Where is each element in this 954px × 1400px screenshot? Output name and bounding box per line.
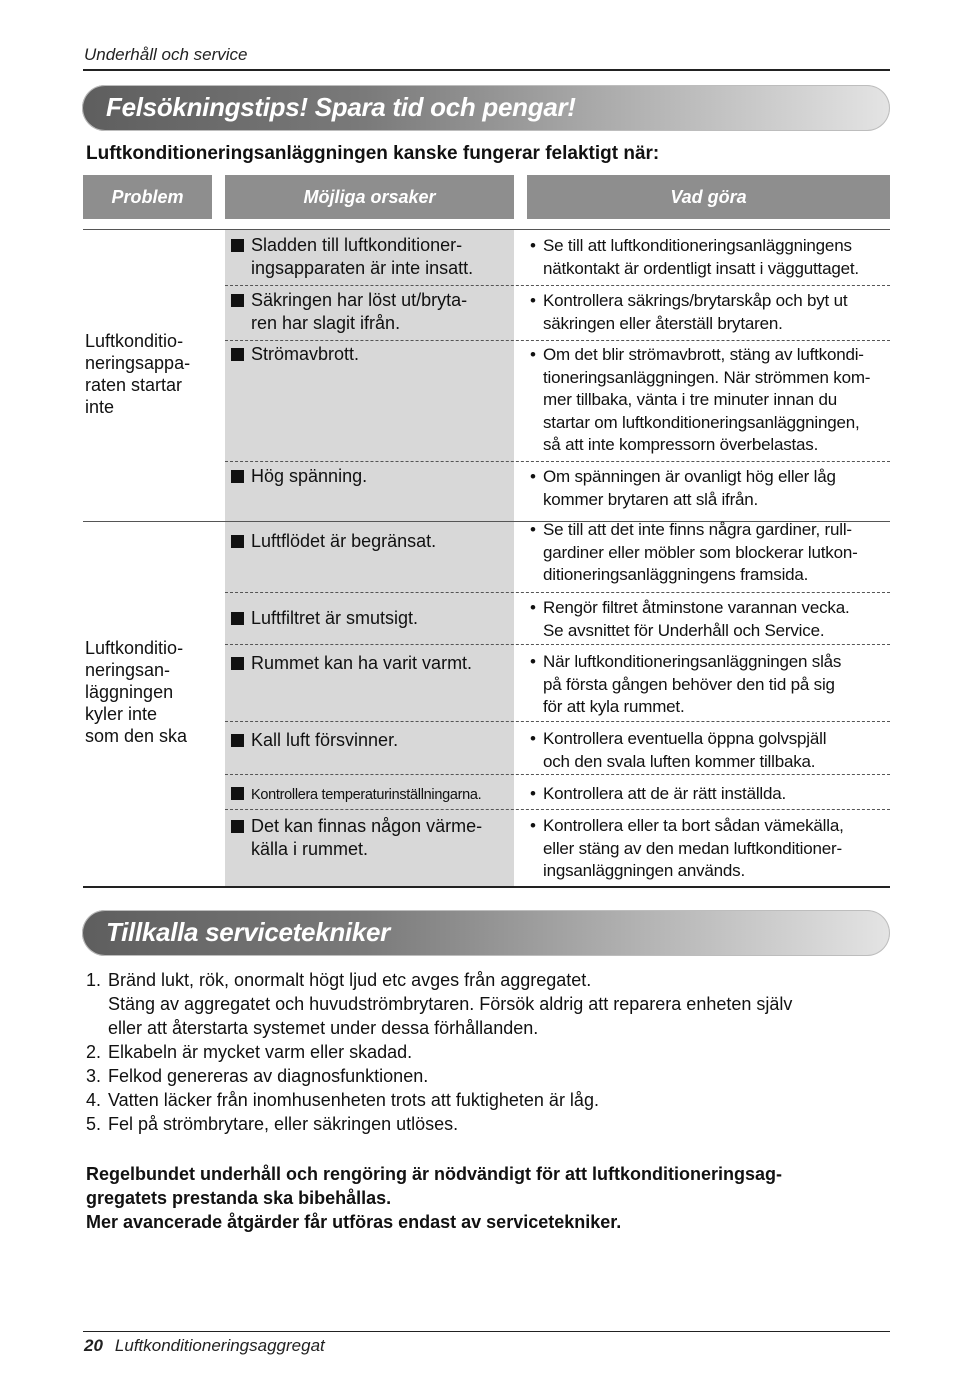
- cause-item: [229, 465, 511, 488]
- cause-line: ren har slagit ifrån.: [251, 313, 401, 333]
- remedy-line: ditioneringsanläggningens framsida.: [543, 565, 809, 584]
- header-rule: [83, 69, 890, 71]
- remedy-line: och den svala luften kommer tillbaka.: [543, 751, 816, 771]
- cause-item: [229, 289, 511, 335]
- remedy-line: kommer brytaren att slå ifrån.: [543, 489, 759, 509]
- square-bullet-icon: [231, 470, 244, 483]
- square-bullet-icon: [231, 787, 244, 800]
- remedy-line: När luftkonditioneringsanläggningen slås: [543, 652, 842, 671]
- maintenance-note: [86, 1162, 886, 1234]
- problem-line: neringsan-: [85, 660, 171, 680]
- bullet-icon: •: [530, 816, 536, 835]
- list-line: eller att återstarta systemet under dessa förhållanden.: [108, 1018, 539, 1038]
- remedy-line: Kontrollera eller ta bort sådan vämekälla,: [543, 816, 844, 835]
- cause-item: [229, 343, 511, 366]
- problem-line: kyler inte: [85, 704, 158, 724]
- list-number: 3.: [86, 1066, 102, 1086]
- list-line: Stäng av aggregatet och huvudströmbrytaren. Försök aldrig att reparera enheten själv: [108, 994, 793, 1014]
- remedy-item: [530, 651, 890, 719]
- note-line: Regelbundet underhåll och rengöring är nödvändigt för att luftkonditioneringsag-: [86, 1164, 782, 1184]
- cause-line: Hög spänning.: [251, 466, 368, 486]
- service-list-item: [86, 1064, 896, 1088]
- remedy-line: Se till att luftkonditioneringsanläggningens: [543, 236, 852, 255]
- page-number: 20: [84, 1336, 103, 1355]
- troubleshooting-banner: [82, 85, 890, 131]
- row-divider: [225, 285, 890, 286]
- remedy-line: så att inte kompressorn överbelastas.: [543, 435, 819, 454]
- service-list-item: [86, 1112, 896, 1136]
- problem-line: neringsappa-: [85, 353, 191, 373]
- cause-line: Säkringen har löst ut/bryta-: [251, 290, 468, 310]
- problem-line: raten startar: [85, 375, 183, 395]
- note-line: gregatets prestanda ska bibehållas.: [86, 1188, 392, 1208]
- remedy-item: [530, 466, 890, 511]
- list-line: Felkod genereras av diagnosfunktionen.: [108, 1066, 429, 1086]
- cause-line: Luftfiltret är smutsigt.: [251, 608, 419, 628]
- remedy-line: ingsanläggningen används.: [543, 861, 746, 880]
- remedy-line: på första gången behöver den tid på sig: [543, 674, 835, 694]
- bullet-icon: •: [530, 345, 536, 364]
- cause-line: Sladden till luftkonditioner-: [251, 235, 463, 255]
- bullet-icon: •: [530, 467, 536, 486]
- remedy-line: gardiner eller möbler som blockerar lutkon-: [543, 542, 858, 562]
- bullet-icon: •: [530, 598, 536, 617]
- table-top-rule: [83, 229, 890, 230]
- problem-line: som den ska: [85, 726, 188, 746]
- bullet-icon: •: [530, 236, 536, 255]
- problem-line: Luftkonditio-: [85, 331, 184, 351]
- remedy-line: för att kyla rummet.: [543, 697, 685, 716]
- footer-rule: [83, 1331, 890, 1332]
- list-line: Fel på strömbrytare, eller säkringen utlöses.: [108, 1114, 459, 1134]
- running-header: Underhåll och service: [84, 45, 248, 64]
- cause-line: Det kan finnas någon värme-: [251, 816, 483, 836]
- cause-line: Kall luft försvinner.: [251, 730, 399, 750]
- list-line: Elkabeln är mycket varm eller skadad.: [108, 1042, 413, 1062]
- troubleshooting-title: Felsökningstips! Spara tid och pengar!: [106, 92, 576, 122]
- service-banner: [82, 910, 890, 956]
- service-list-item: [86, 1040, 896, 1064]
- square-bullet-icon: [231, 239, 244, 252]
- problem-not-cooling: [85, 637, 215, 747]
- list-number: 5.: [86, 1114, 102, 1134]
- remedy-line: startar om luftkonditioneringsanläggningen,: [543, 412, 860, 432]
- bullet-icon: •: [530, 291, 536, 310]
- remedy-line: Kontrollera eventuella öppna golvspjäll: [543, 729, 827, 748]
- remedy-item: [530, 783, 890, 806]
- remedy-line: Se avsnittet för Underhåll och Service.: [543, 620, 825, 640]
- table-intro: Luftkonditioneringsanläggningen kanske fungerar felaktigt när:: [86, 143, 660, 164]
- footer-title: Luftkonditioneringsaggregat: [114, 1336, 325, 1355]
- remedy-line: nätkontakt är ordentligt insatt i vägguttaget.: [543, 258, 859, 278]
- cause-item: [229, 607, 511, 630]
- service-list: [86, 968, 896, 1136]
- note-line: Mer avancerade åtgärder får utföras endast av servicetekniker.: [86, 1212, 622, 1232]
- cause-item: [229, 234, 511, 280]
- square-bullet-icon: [231, 348, 244, 361]
- remedy-item: [530, 519, 890, 587]
- remedy-line: Om spänningen är ovanligt hög eller låg: [543, 467, 836, 486]
- list-number: 1.: [86, 970, 102, 990]
- remedy-item: [530, 597, 890, 642]
- list-number: 2.: [86, 1042, 102, 1062]
- square-bullet-icon: [231, 294, 244, 307]
- problem-line: läggningen: [85, 682, 174, 702]
- remedy-item: [530, 235, 890, 280]
- col-header-causes: Möjliga orsaker: [225, 175, 514, 219]
- remedy-item: [530, 728, 890, 773]
- row-divider: [225, 774, 890, 775]
- bullet-icon: •: [530, 784, 536, 803]
- remedy-line: Kontrollera säkrings/brytarskåp och byt ut: [543, 291, 848, 310]
- problem-line: inte: [85, 397, 115, 417]
- remedy-line: Rengör filtret åtminstone varannan vecka.: [543, 598, 850, 617]
- remedy-line: mer tillbaka, vänta i tre minuter innan du: [543, 390, 837, 409]
- row-divider: [225, 721, 890, 722]
- bullet-icon: •: [530, 652, 536, 671]
- row-divider: [225, 592, 890, 593]
- col-header-remedy: Vad göra: [527, 175, 890, 219]
- remedy-line: Om det blir strömavbrott, stäng av luftkondi-: [543, 345, 864, 364]
- cause-line: Rummet kan ha varit varmt.: [251, 653, 473, 673]
- problem-line: Luftkonditio-: [85, 638, 184, 658]
- service-title: Tillkalla servicetekniker: [106, 917, 390, 947]
- remedy-item: [530, 290, 890, 335]
- cause-line: Kontrollera temperaturinställningarna.: [251, 787, 482, 803]
- row-divider: [225, 340, 890, 341]
- remedy-line: Se till att det inte finns några gardiner, rull-: [543, 520, 852, 539]
- square-bullet-icon: [231, 734, 244, 747]
- square-bullet-icon: [231, 535, 244, 548]
- cause-line: Strömavbrott.: [251, 344, 360, 364]
- service-list-item: [86, 1088, 896, 1112]
- remedy-line: säkringen eller återställ brytaren.: [543, 313, 783, 333]
- cause-item: [229, 530, 511, 553]
- row-divider: [225, 644, 890, 645]
- square-bullet-icon: [231, 820, 244, 833]
- cause-line: ingsapparaten är inte insatt.: [251, 258, 474, 278]
- cause-line: Luftflödet är begränsat.: [251, 531, 437, 551]
- cause-item: [229, 652, 511, 675]
- square-bullet-icon: [231, 612, 244, 625]
- remedy-line: Kontrollera att de är rätt inställda.: [543, 784, 787, 803]
- col-header-problem: Problem: [83, 175, 212, 219]
- row-divider: [225, 809, 890, 810]
- remedy-item: [530, 344, 890, 457]
- remedy-line: tioneringsanläggningen. När strömmen kom-: [543, 367, 871, 387]
- remedy-item: [530, 815, 890, 883]
- row-divider: [225, 461, 890, 462]
- bullet-icon: •: [530, 729, 536, 748]
- bullet-icon: •: [530, 520, 536, 539]
- square-bullet-icon: [231, 657, 244, 670]
- page-footer: [84, 1336, 325, 1356]
- cause-item: [229, 815, 511, 861]
- table-bottom-rule: [83, 886, 890, 888]
- list-line: Bränd lukt, rök, onormalt högt ljud etc avges från aggregatet.: [108, 970, 592, 990]
- problem-not-starting: [85, 330, 215, 418]
- cause-item: [229, 729, 511, 752]
- list-line: Vatten läcker från inomhusenheten trots att fuktigheten är låg.: [108, 1090, 599, 1110]
- cause-line: källa i rummet.: [251, 839, 369, 859]
- list-number: 4.: [86, 1090, 102, 1110]
- cause-item: [229, 784, 511, 807]
- remedy-line: eller stäng av den medan luftkonditioner-: [543, 838, 842, 858]
- service-list-item: [86, 968, 896, 1040]
